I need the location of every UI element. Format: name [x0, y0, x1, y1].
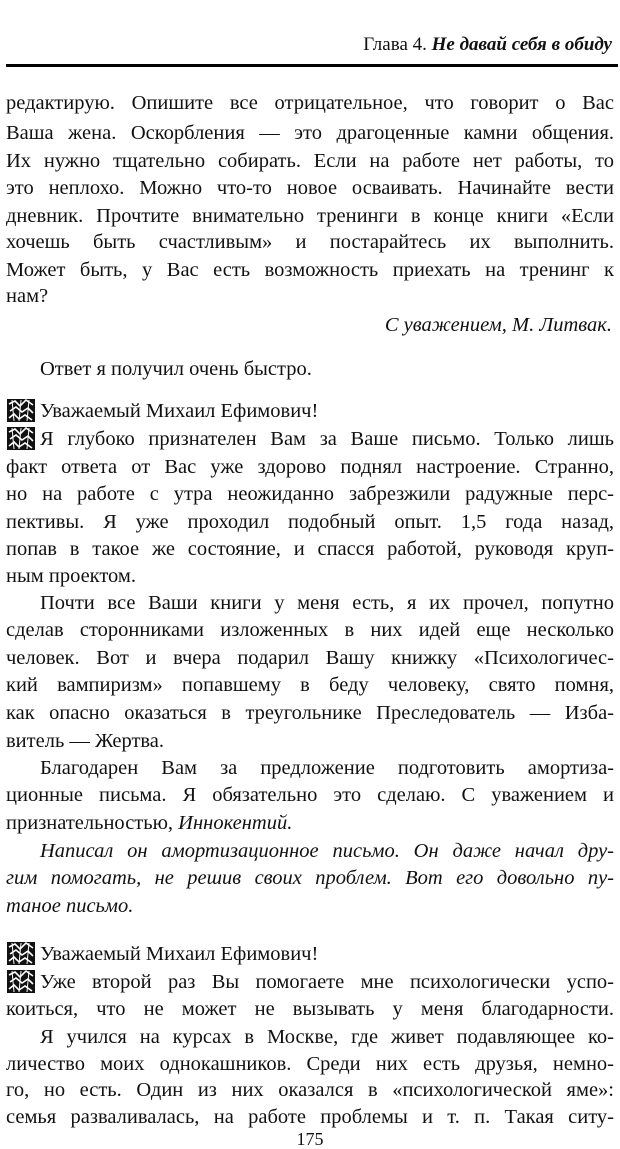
text-line: ным проектом. — [6, 565, 136, 587]
running-head — [363, 34, 612, 56]
text-line: Ваша жена. Оскорбления — это драгоценные камни общения. — [6, 122, 614, 144]
text-line: Я учился на курсах в Москве, где живет подавляющее ко- — [40, 1026, 614, 1048]
chapter-title: Не давай себя в обиду — [431, 34, 612, 55]
text-line: кий вампиризм» попавшему в беду человеку, свято помня, — [6, 674, 614, 696]
text-line: семья разваливалась, на работе проблемы и т. п. Такая ситу- — [6, 1106, 614, 1128]
text-line: это неплохо. Можно что-то новое осваивать. Начинайте вести — [6, 177, 614, 199]
letter-mark-icon — [6, 969, 36, 994]
text-line: Может быть, у Вас есть возможность приехать на тренинг к — [6, 259, 614, 281]
text-line: Ответ я получил очень быстро. — [40, 358, 312, 380]
text-line: Уже второй раз Вы помогаете мне психологически успо- — [40, 971, 614, 993]
text-line: Почти все Ваши книги у меня есть, я их прочел, попутно — [40, 592, 614, 614]
signature: С уважением, М. Литвак. — [384, 314, 612, 336]
text-line: Я глубоко признателен Вам за Ваше письмо. Только лишь — [40, 428, 614, 450]
text-line: коиться, что не может не вызывать у меня благодарности. — [6, 998, 614, 1020]
greeting-text: Уважаемый Михаил Ефимович! — [40, 943, 319, 965]
text-line: дневник. Прочтите внимательно тренинги в конце книги «Если — [6, 205, 614, 227]
letter-mark-icon — [6, 941, 36, 966]
header-rule — [6, 64, 618, 67]
text-line: пективы. Я уже проходил подобный опыт. 1,5 года назад, — [6, 511, 614, 533]
author-comment: гим помогать, не решив своих проблем. Вот его довольно пу- — [6, 867, 614, 889]
text-fragment: признательностью, — [6, 812, 174, 834]
text-line: редактирую. Опишите все отрицательное, что говорит о Вас — [6, 92, 614, 114]
text-line: нам? — [6, 285, 49, 307]
page-number: 175 — [296, 1129, 324, 1149]
author-comment: Написал он амортизационное письмо. Он даже начал дру- — [40, 840, 614, 862]
text-line: ционные письма. Я обязательно это сделаю. С уважением и — [6, 784, 614, 806]
text-line — [6, 810, 614, 837]
letter-mark-icon — [6, 398, 36, 423]
chapter-number: Глава 4. — [363, 34, 427, 55]
text-line: сделав сторонниками изложенных в них идей еще несколько — [6, 619, 614, 641]
greeting-text: Уважаемый Михаил Ефимович! — [40, 400, 319, 422]
text-line: Их нужно тщательно собирать. Если на работе нет работы, то — [6, 150, 614, 172]
text-line: хочешь быть счастливым» и постарайтесь их выполнить. — [6, 231, 614, 253]
text-line: личество моих однокашников. Среди них есть друзья, немно- — [6, 1053, 614, 1075]
text-line: попав в такое же состояние, и спасся работой, руководя круп- — [6, 538, 614, 560]
text-line: как опасно оказаться в треугольнике Преследователь — Изба- — [6, 702, 614, 724]
text-line: витель — Жертва. — [6, 730, 165, 752]
letter-mark-icon — [6, 426, 36, 451]
text-line: факт ответа от Вас уже здорово поднял настроение. Странно, — [6, 456, 614, 478]
text-line: Благодарен Вам за предложение подготовить амортиза- — [40, 757, 614, 779]
letter-signature: Иннокентий. — [178, 812, 293, 834]
text-line: но на работе с утра неожиданно забрезжили радужные перс- — [6, 483, 614, 505]
text-line: человек. Вот и вчера подарил Вашу книжку «Психологичес- — [6, 647, 614, 669]
text-line: го, но есть. Один из них оказался в «психологической яме»: — [6, 1079, 614, 1101]
author-comment: таное письмо. — [6, 895, 134, 917]
